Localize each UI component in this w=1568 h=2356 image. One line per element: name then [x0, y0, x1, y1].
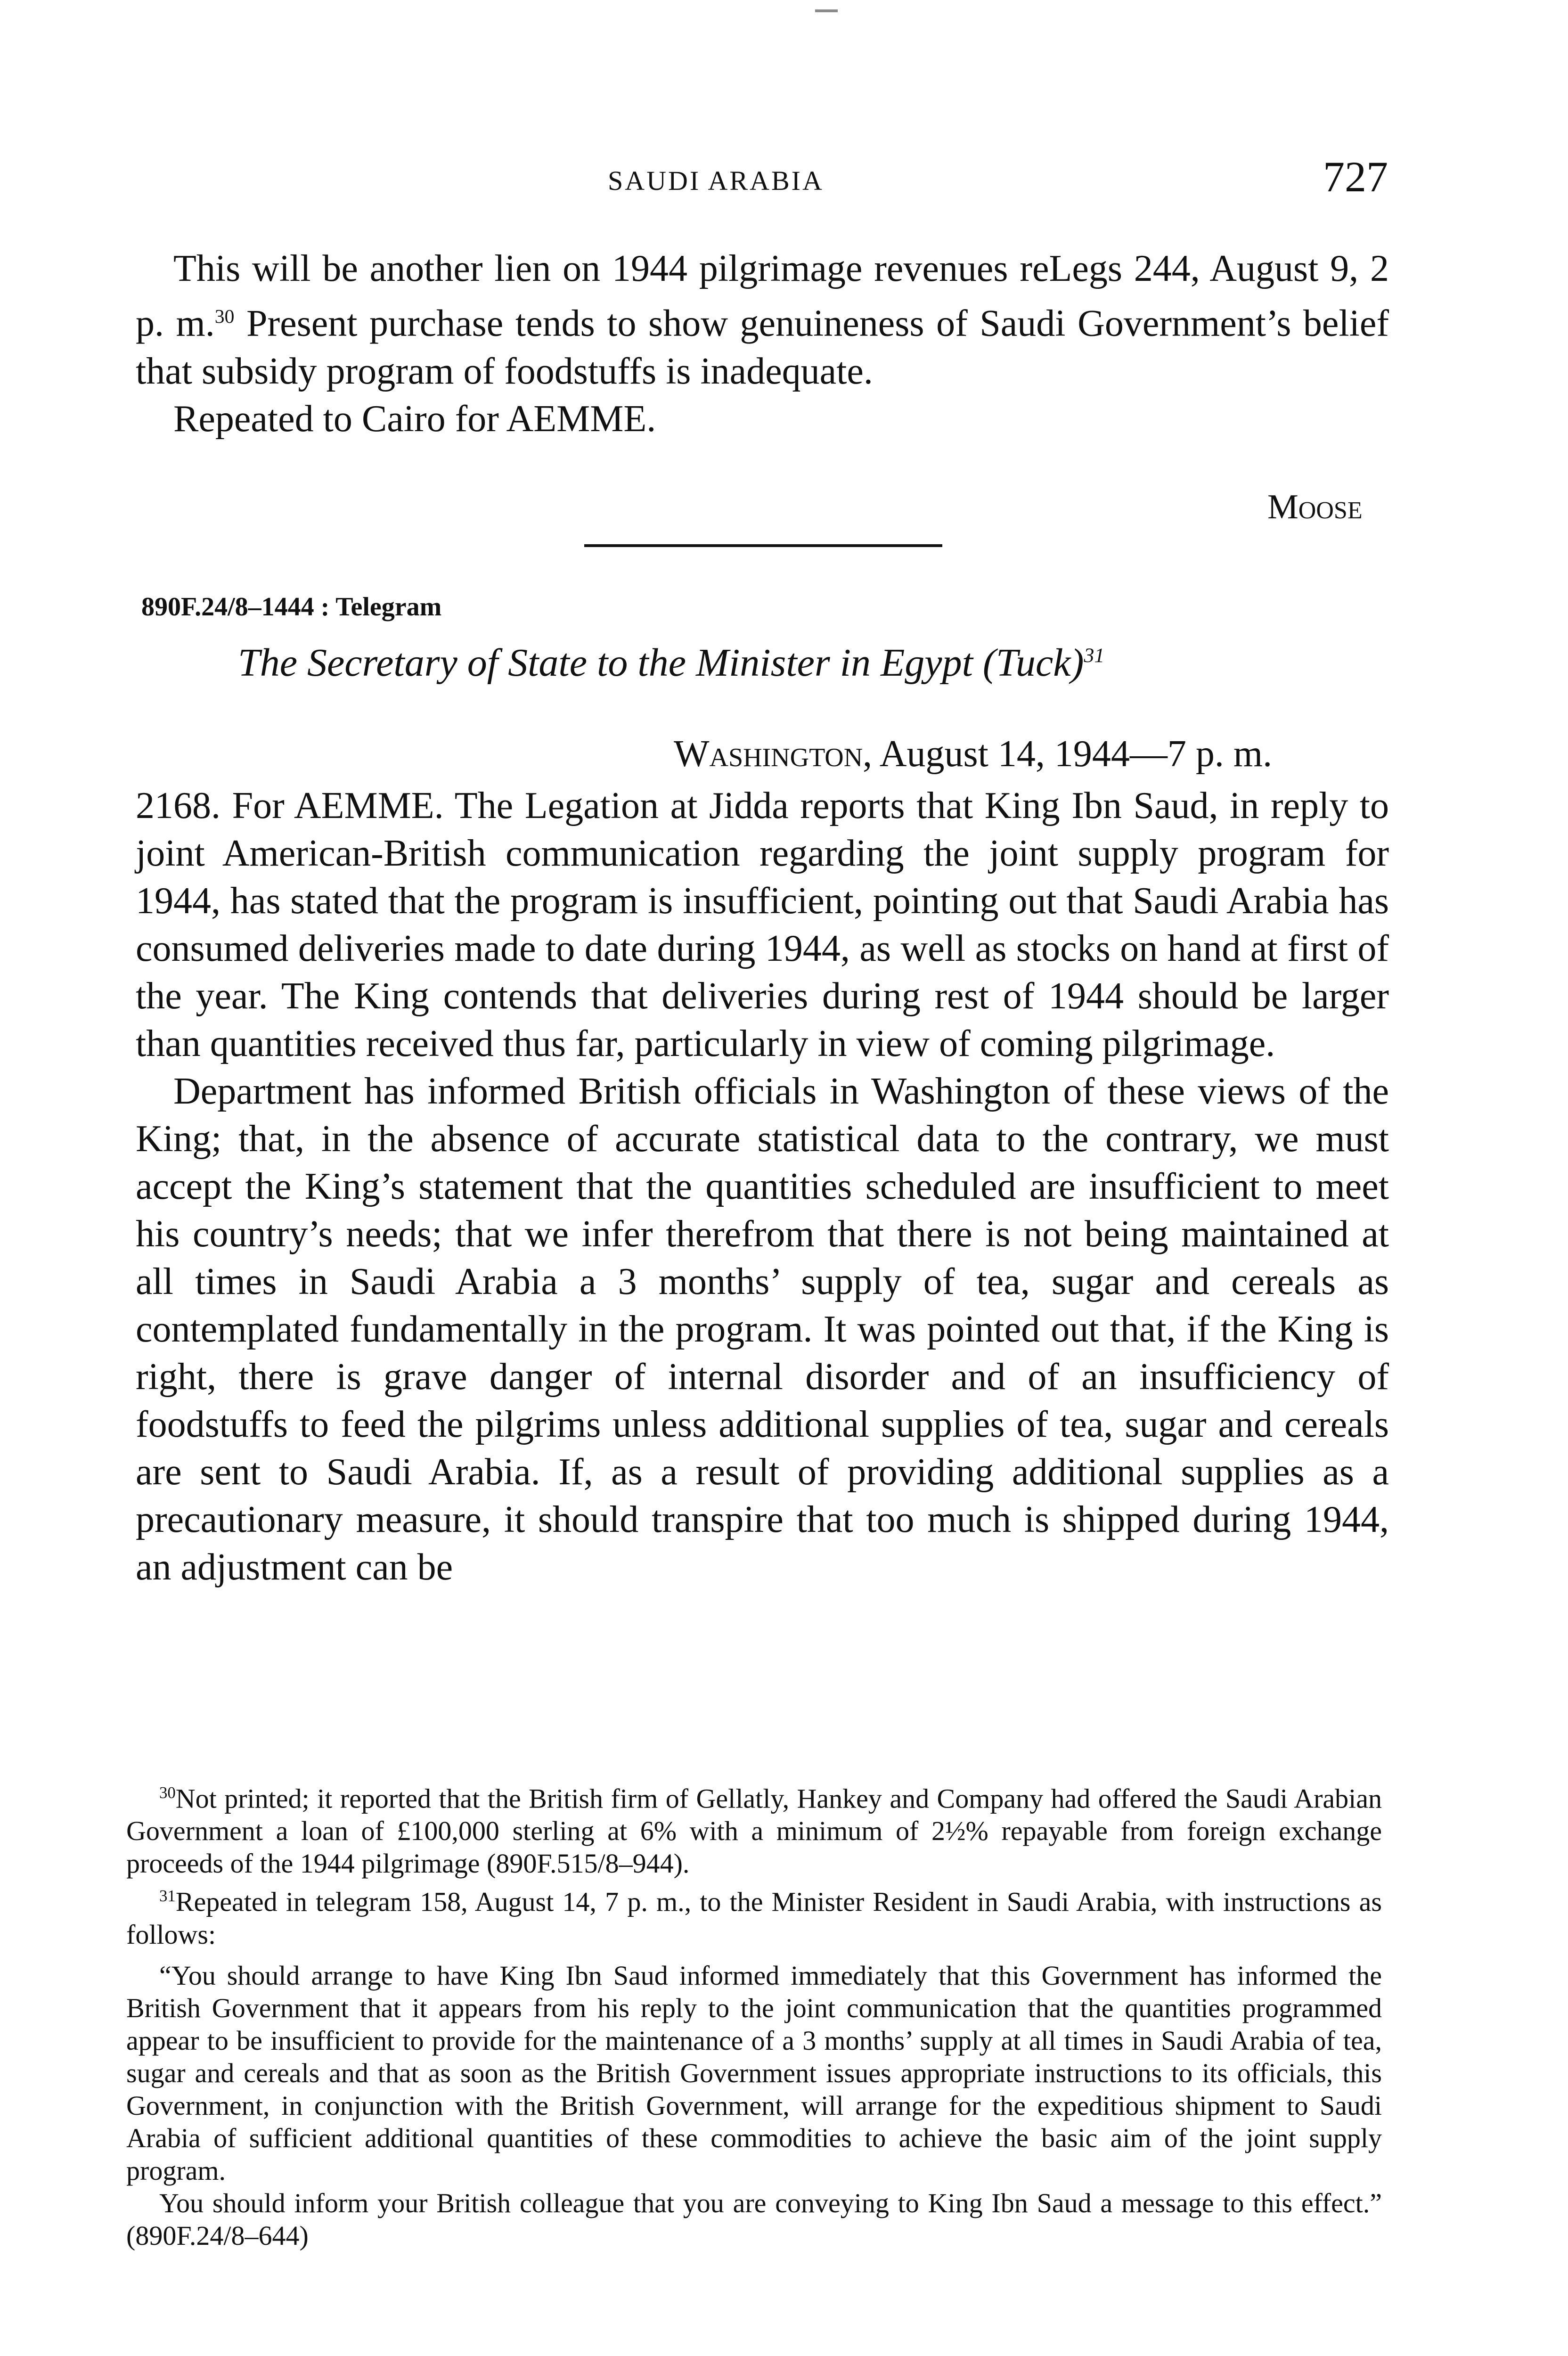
telegram-body: [136, 782, 1389, 1591]
document-title-name: (Tuck): [982, 641, 1084, 685]
document-title: [238, 640, 1104, 686]
continued-paragraph: [136, 245, 1389, 395]
signature: Moose: [1267, 488, 1363, 526]
continued-paragraph-tail: Present purchase tends to show genuineness of Saudi Government’s belief that subsidy program of foodstuffs is inadequate.: [136, 303, 1389, 392]
repeated-line: Repeated to Cairo for AEMME.: [173, 398, 656, 440]
scan-mark: [815, 9, 838, 12]
dateline: [674, 733, 1272, 776]
telegram-paragraph-1: 2168. For AEMME. The Legation at Jidda reports that King Ibn Saud, in reply to joint American-British communication regarding the joint supply program for 1944, has stated that the program is insufficient, pointing out that Saudi Arabia has consumed deliveries made to date during 1944, as well as stocks on hand at first of the year. The King contends that deliveries during rest of 1944 should be larger than quantities received thus far, particularly in view of coming pilgrimage.: [136, 785, 1389, 1064]
document-title-text: The Secretary of State to the Minister in Egypt: [238, 641, 983, 685]
footnote-quote-1: “You should arrange to have King Ibn Saud informed immediately that this Government has informed the British Government that it appears from his reply to the joint communication that the quantities programmed appear to be insufficient to provide for the maintenance of a 3 months’ supply at all times in Saudi Arabia of tea, sugar and cereals and that as soon as the British Government issues appropriate instructions to its officials, this Government, in conjunction with the British Government, will arrange for the expeditious shipment to Saudi Arabia of sufficient additional quantities of these commodities to achieve the basic aim of the joint supply program.: [126, 1960, 1382, 2186]
footnote-ref-30: 30: [214, 305, 235, 327]
telegram-paragraph-2: Department has informed British officials in Washington of these views of the King; that, in the absence of accurate statistical data to the contrary, we must accept the King’s statement that the quantities scheduled are insufficient to meet his country’s needs; that we infer therefrom that there is not being maintained at all times in Saudi Arabia a 3 months’ supply of tea, sugar and cereals as contemplated fundamentally in the program. It was pointed out that, if the King is right, there is grave danger of internal disorder and of an insufficiency of foodstuffs to feed the pilgrims unless additional supplies of tea, sugar and cereals are sent to Saudi Arabia. If, as a result of providing additional supplies as a precautionary measure, it should transpire that too much is shipped during 1944, an adjustment can be: [136, 1071, 1389, 1588]
footnote-30: [126, 1776, 1382, 1880]
footnote-30-number: 30: [159, 1783, 176, 1802]
dateline-date: , August 14, 1944—7 p. m.: [863, 733, 1273, 775]
continued-telegram-text: [136, 245, 1389, 443]
section-divider: [584, 544, 942, 547]
page-number: 727: [1323, 153, 1388, 201]
footnote-31-number: 31: [159, 1887, 176, 1906]
footnote-ref-31: 31: [1084, 644, 1105, 667]
footnote-spacer: [126, 1951, 1382, 1959]
continued-paragraph-text: This will be another lien on 1944 pilgrimage revenues reLegs 244, August 9, 2 p. m.: [136, 248, 1389, 344]
footnote-30-text: Not printed; it reported that the British firm of Gellatly, Hankey and Company had offered the Saudi Arabian Government a loan of £100,000 sterling at 6% with a minimum of 2½% repayable from foreign exchange proceeds of the 1944 pilgrimage (890F.515/8–944).: [126, 1783, 1382, 1879]
footnote-quote-2: You should inform your British colleague that you are conveying to King Ibn Saud a message to this effect.” (890F.24/8–644): [126, 2187, 1382, 2251]
file-number: 890F.24/8–1444 : Telegram: [141, 592, 442, 622]
footnotes: [126, 1776, 1382, 2252]
dateline-place: Washington: [674, 733, 863, 775]
footnote-31: [126, 1880, 1382, 1950]
footnote-31-text: Repeated in telegram 158, August 14, 7 p. m., to the Minister Resident in Saudi Arabia, with instructions as follows:: [126, 1886, 1382, 1950]
running-head: SAUDI ARABIA: [608, 165, 824, 196]
